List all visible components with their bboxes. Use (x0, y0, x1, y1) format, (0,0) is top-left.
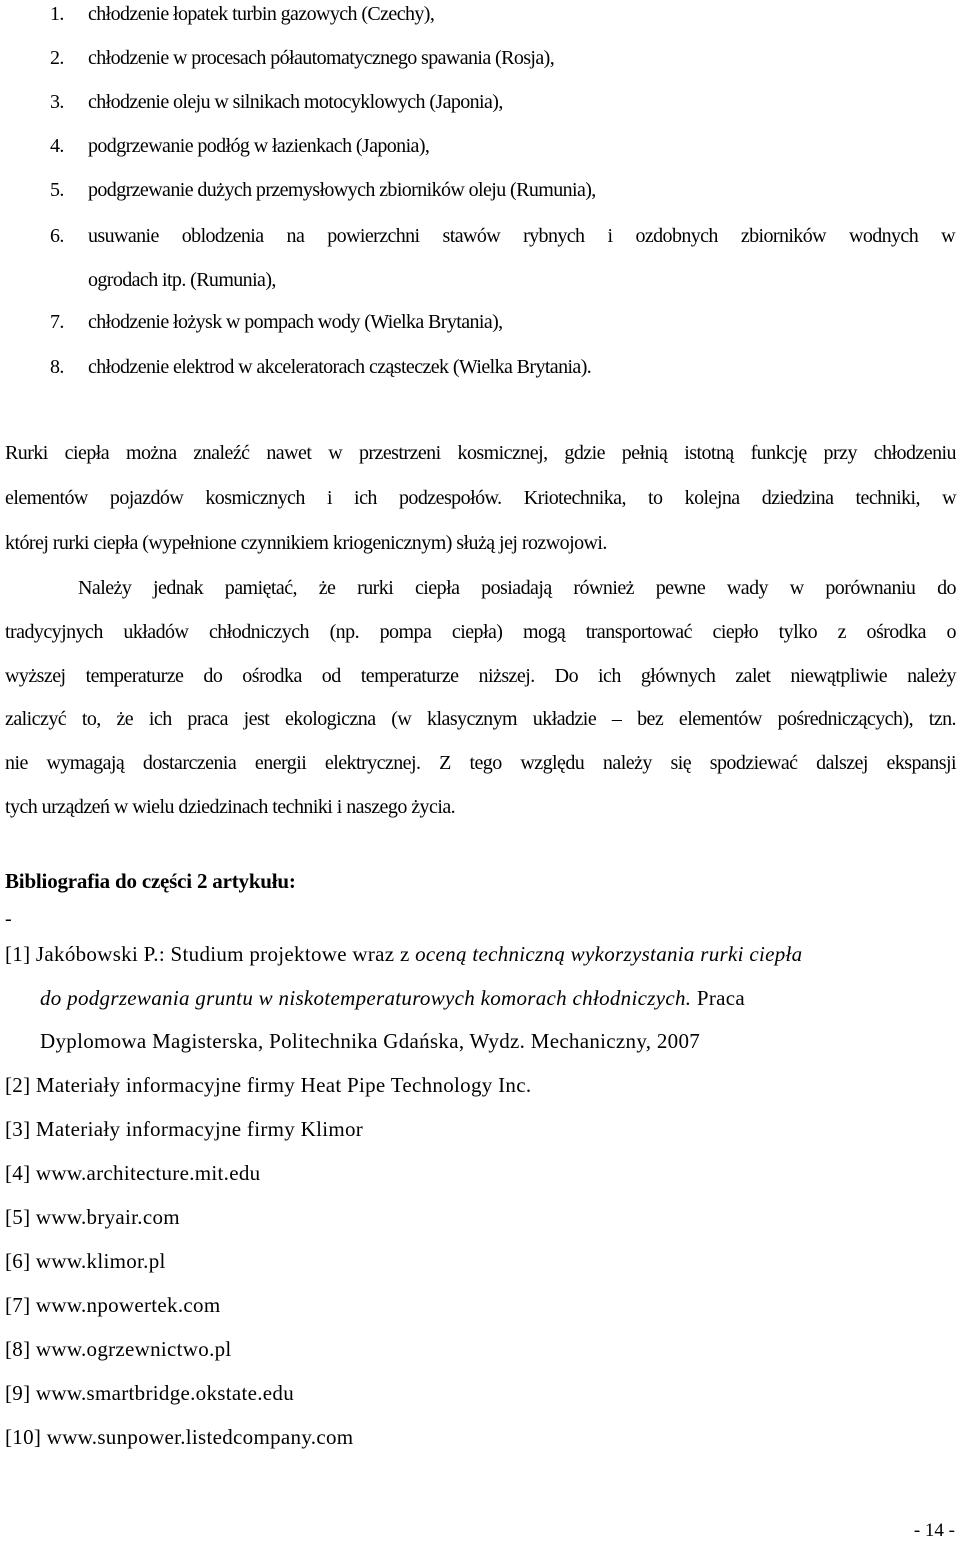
bib-entry-title: do podgrzewania gruntu w niskotemperaturowych komorach chłodniczych. (40, 986, 692, 1010)
bibliography-entry: [7] www.npowertek.com (5, 1293, 221, 1317)
paragraph-line: elementów pojazdów kosmicznych i ich podzespołów. Kriotechnika, to kolejna dziedzina techniki, w (5, 487, 956, 509)
list-text: podgrzewanie dużych przemysłowych zbiorników oleju (Rumunia), (88, 179, 596, 201)
paragraph-line: nie wymagają dostarczenia energii elektrycznej. Z tego względu należy się spodziewać dalszej ekspansji (5, 752, 956, 774)
paragraph-line: tych urządzeń w wielu dziedzinach techniki i naszego życia. (5, 796, 456, 818)
paragraph-line: Należy jednak pamiętać, że rurki ciepła posiadają również pewne wady w porównaniu do (78, 577, 956, 599)
bibliography-entry: [5] www.bryair.com (5, 1205, 180, 1229)
bibliography-entry: [8] www.ogrzewnictwo.pl (5, 1337, 232, 1361)
bibliography-entry (5, 939, 802, 969)
bibliography-entry: [4] www.architecture.mit.edu (5, 1161, 261, 1185)
list-text: podgrzewanie podłóg w łazienkach (Japonia), (88, 135, 430, 157)
list-text: chłodzenie łopatek turbin gazowych (Czechy), (88, 3, 435, 25)
list-number: 8. (50, 356, 64, 378)
bib-entry-text: Praca (691, 986, 745, 1010)
list-text: chłodzenie łożysk w pompach wody (Wielka Brytania), (88, 311, 503, 333)
bibliography-entry: [6] www.klimor.pl (5, 1249, 166, 1273)
list-number: 1. (50, 3, 64, 25)
list-number: 3. (50, 91, 64, 113)
paragraph-line: wyższej temperaturze do ośrodka od temperaturze niższej. Do ich głównych zalet niewątpliwie należy (5, 665, 956, 687)
bibliography-entry-continuation (40, 983, 745, 1013)
paragraph-line: tradycyjnych układów chłodniczych (np. pompa ciepła) mogą transportować ciepło tylko z ośrodka o (5, 621, 956, 643)
bib-entry-title: oceną techniczną wykorzystania rurki ciepła (415, 942, 803, 966)
paragraph-line: Rurki ciepła można znaleźć nawet w przestrzeni kosmicznej, gdzie pełnią istotną funkcję przy chłodzeniu (5, 442, 956, 464)
bibliography-dash: - (5, 908, 12, 930)
list-text: chłodzenie w procesach półautomatycznego spawania (Rosja), (88, 47, 555, 69)
bibliography-entry: [9] www.smartbridge.okstate.edu (5, 1381, 295, 1405)
bib-entry-prefix: [1] Jakóbowski P.: Studium projektowe wraz z (5, 942, 416, 966)
bibliography-entry: [3] Materiały informacyjne firmy Klimor (5, 1117, 364, 1141)
list-number: 4. (50, 135, 64, 157)
list-number: 6. (50, 225, 64, 247)
list-text-line: ogrodach itp. (Rumunia), (88, 269, 276, 291)
bibliography-entry: [10] www.sunpower.listedcompany.com (5, 1425, 354, 1449)
list-number: 2. (50, 47, 64, 69)
list-text (88, 214, 955, 302)
bibliography-heading: Bibliografia do części 2 artykułu: (5, 869, 296, 893)
paragraph-line: której rurki ciepła (wypełnione czynnikiem kriogenicznym) służą jej rozwojowi. (5, 532, 607, 554)
list-text-line: usuwanie oblodzenia na powierzchni stawów rybnych i ozdobnych zbiorników wodnych w (88, 225, 955, 247)
bibliography-entry: [2] Materiały informacyjne firmy Heat Pipe Technology Inc. (5, 1073, 532, 1097)
list-text: chłodzenie oleju w silnikach motocyklowych (Japonia), (88, 91, 503, 113)
list-number: 5. (50, 179, 64, 201)
list-text: chłodzenie elektrod w akceleratorach cząsteczek (Wielka Brytania). (88, 356, 592, 378)
page-number: - 14 - (913, 1520, 955, 1541)
bibliography-entry-continuation: Dyplomowa Magisterska, Politechnika Gdańska, Wydz. Mechaniczny, 2007 (40, 1029, 701, 1053)
paragraph-line: zaliczyć to, że ich praca jest ekologiczna (w klasycznym układzie – bez elementów pośredniczących), tzn. (5, 708, 956, 730)
list-number: 7. (50, 311, 64, 333)
